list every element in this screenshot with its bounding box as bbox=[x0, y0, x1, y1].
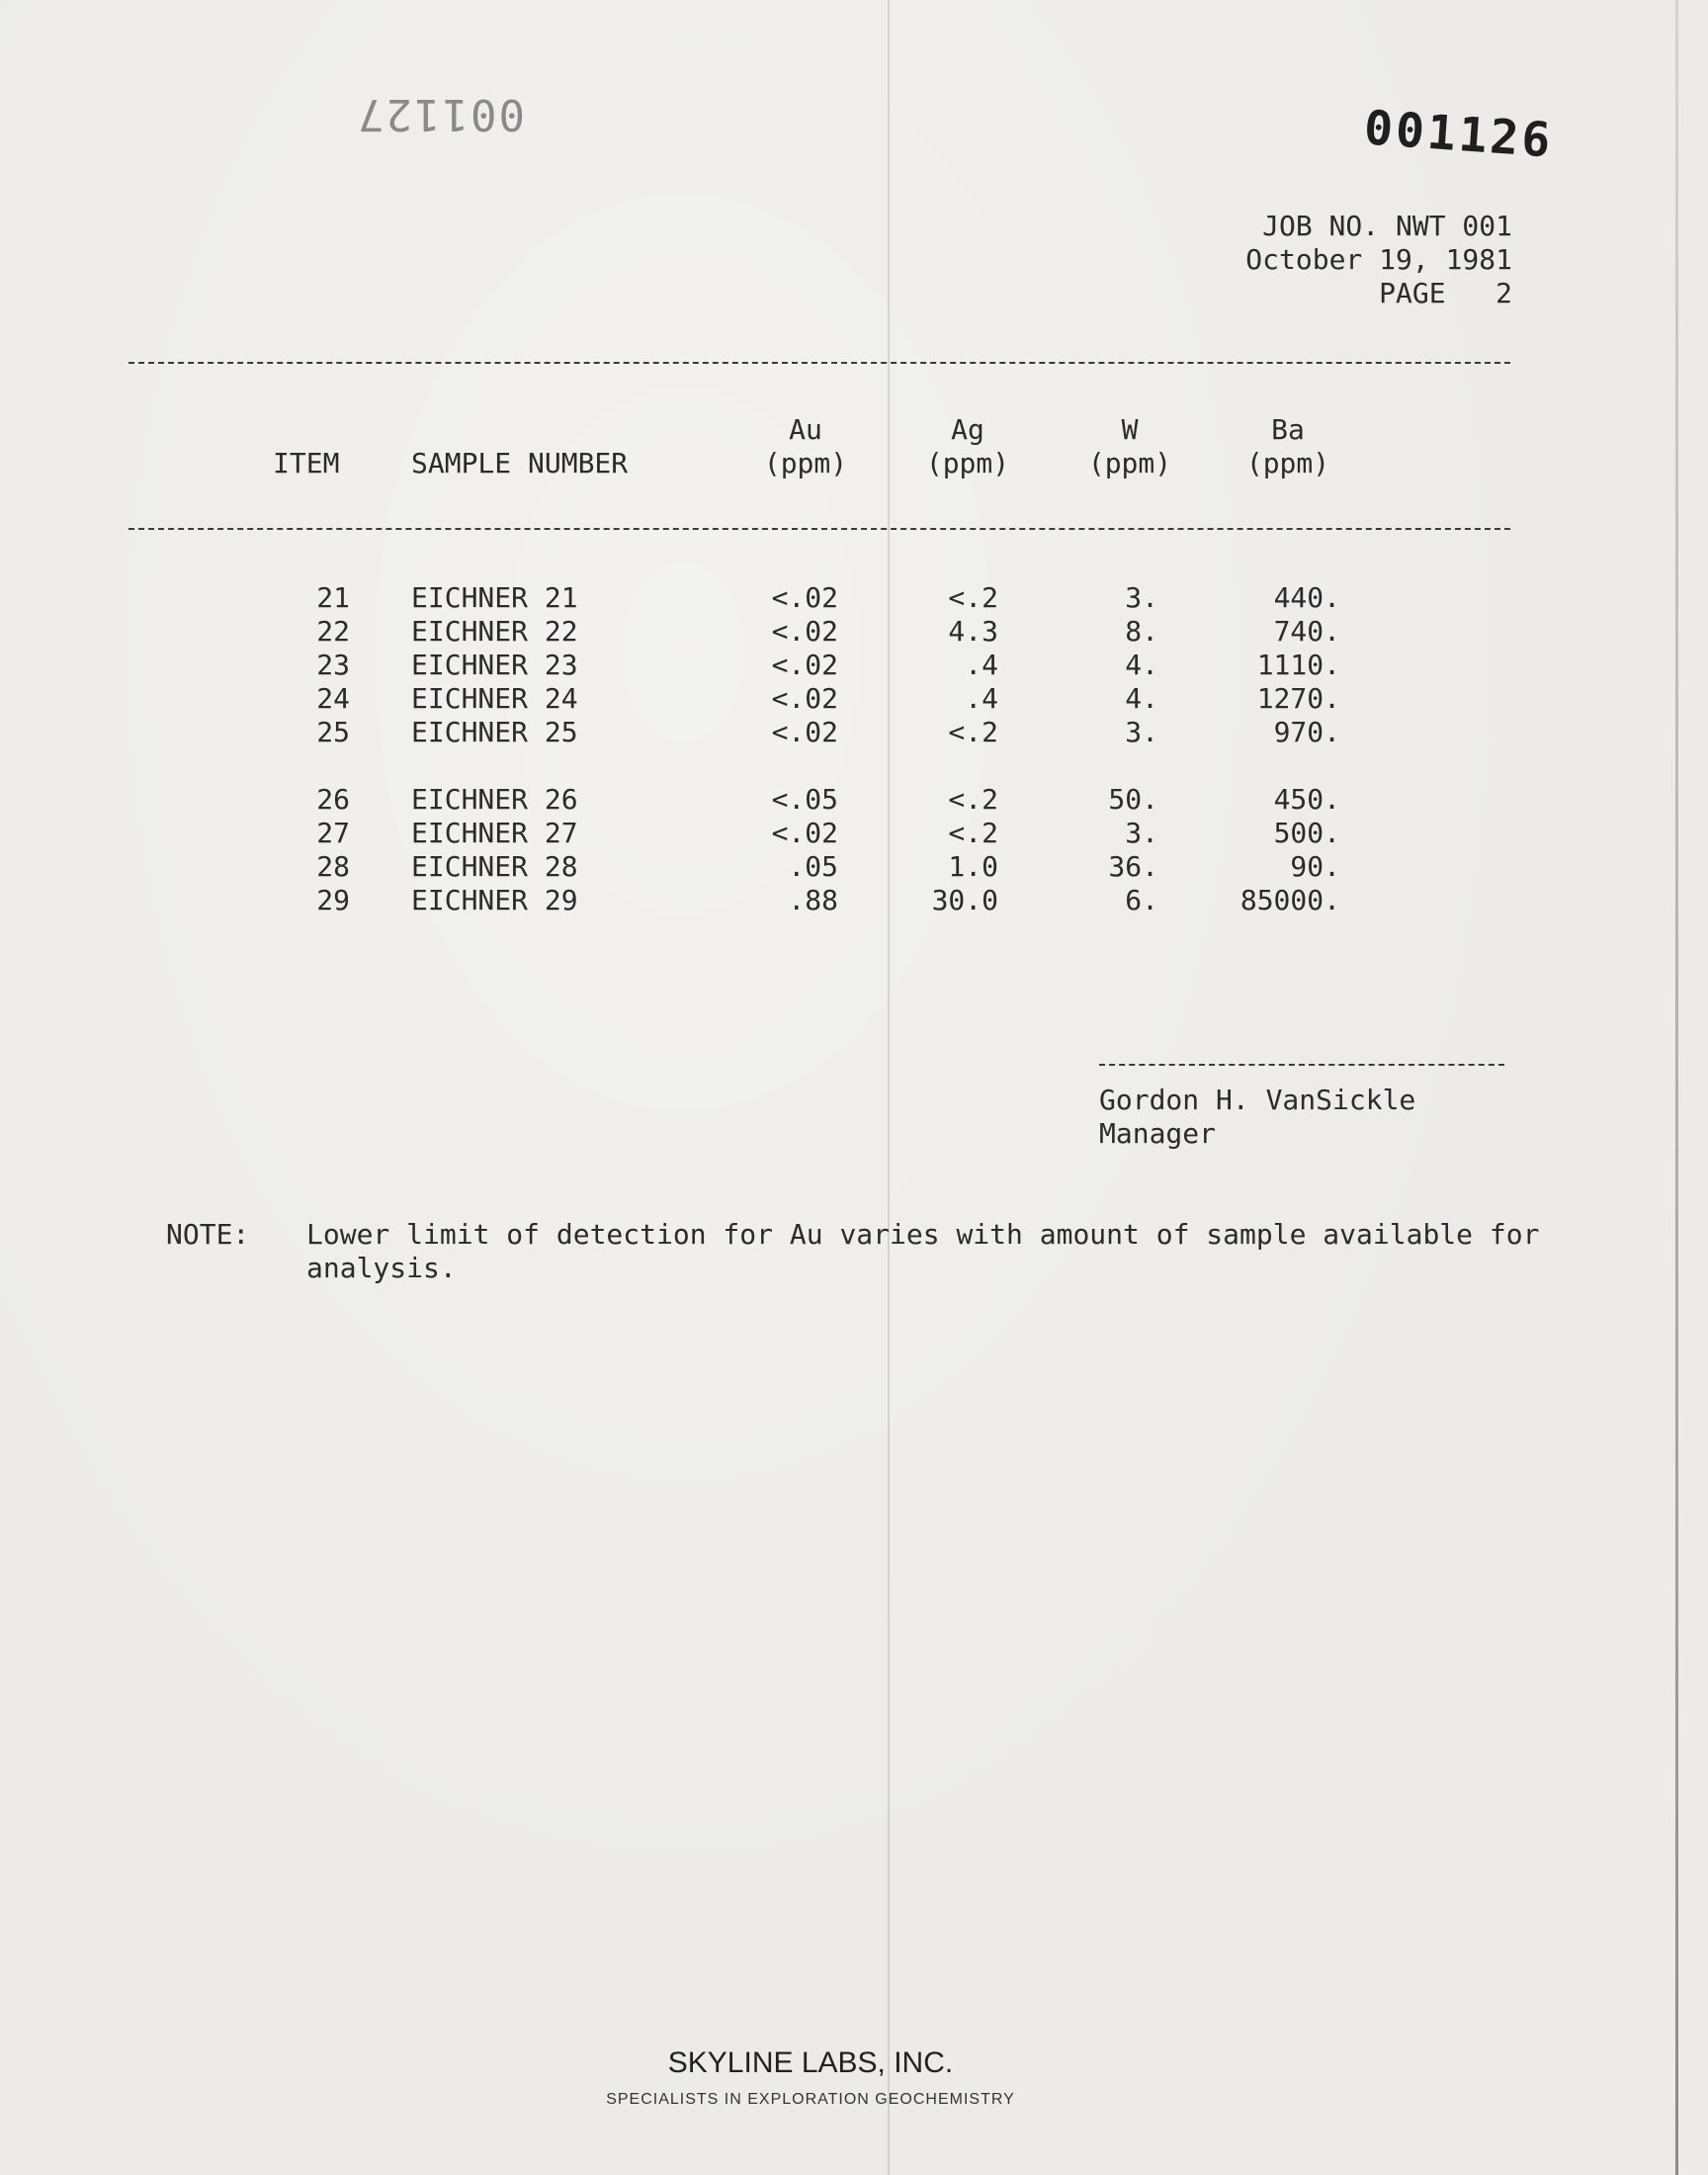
signature-line bbox=[1099, 1064, 1504, 1066]
column-header-ba: Ba bbox=[1271, 413, 1305, 446]
cell-item: 23 bbox=[316, 649, 350, 681]
cell-au: <.02 bbox=[771, 649, 838, 681]
cell-au: .05 bbox=[788, 850, 838, 883]
cell-w: 3. bbox=[1125, 817, 1158, 849]
company-name: SKYLINE LABS, INC. bbox=[667, 2046, 954, 2079]
cell-au: .88 bbox=[788, 884, 838, 916]
cell-sample-number: EICHNER 23 bbox=[411, 649, 578, 681]
cell-item: 28 bbox=[316, 850, 350, 883]
cell-sample-number: EICHNER 25 bbox=[411, 716, 578, 748]
column-header-w: W bbox=[1121, 413, 1139, 446]
cell-ag: <.2 bbox=[948, 716, 998, 748]
cell-ag: 4.3 bbox=[948, 615, 998, 648]
cell-ba: 970. bbox=[1273, 716, 1340, 748]
column-header-au: Au bbox=[789, 413, 822, 446]
cell-item: 27 bbox=[316, 817, 350, 849]
job-number: JOB NO. NWT 001 bbox=[1262, 210, 1512, 242]
cell-w: 6. bbox=[1125, 884, 1158, 916]
report-date: October 19, 1981 bbox=[1245, 243, 1512, 276]
cell-ba: 450. bbox=[1273, 783, 1340, 816]
cell-w: 4. bbox=[1125, 682, 1158, 715]
cell-sample-number: EICHNER 26 bbox=[411, 783, 578, 816]
cell-ag: 1.0 bbox=[948, 850, 998, 883]
note-label: NOTE: bbox=[166, 1218, 250, 1251]
cell-w: 3. bbox=[1125, 716, 1158, 748]
company-tagline: SPECIALISTS IN EXPLORATION GEOCHEMISTRY bbox=[606, 2091, 1015, 2108]
cell-sample-number: EICHNER 27 bbox=[411, 817, 578, 849]
cell-sample-number: EICHNER 24 bbox=[411, 682, 578, 715]
cell-au: <.02 bbox=[771, 716, 838, 748]
cell-item: 24 bbox=[316, 682, 350, 715]
cell-w: 4. bbox=[1125, 649, 1158, 681]
cell-au: <.02 bbox=[771, 581, 838, 614]
cell-w: 3. bbox=[1125, 581, 1158, 614]
column-header-au-unit: (ppm) bbox=[763, 447, 848, 479]
cell-ba: 1270. bbox=[1256, 682, 1340, 715]
column-header-ag: Ag bbox=[951, 413, 984, 446]
cell-sample-number: EICHNER 22 bbox=[411, 615, 578, 648]
page-number: PAGE 2 bbox=[1379, 277, 1512, 309]
cell-w: 8. bbox=[1125, 615, 1158, 648]
mirrored-page-number-stamp: 001127 bbox=[356, 89, 525, 139]
cell-ba: 440. bbox=[1273, 581, 1340, 614]
cell-au: <.05 bbox=[771, 783, 838, 816]
cell-item: 29 bbox=[316, 884, 350, 916]
cell-ba: 1110. bbox=[1256, 649, 1340, 681]
cell-w: 36. bbox=[1108, 850, 1158, 883]
paper-edge-shadow bbox=[1675, 0, 1678, 2175]
signatory-name: Gordon H. VanSickle bbox=[1099, 1084, 1416, 1116]
cell-ba: 740. bbox=[1273, 615, 1340, 648]
cell-ag: <.2 bbox=[948, 783, 998, 816]
cell-ba: 90. bbox=[1290, 850, 1340, 883]
header-divider-top bbox=[128, 362, 1510, 364]
cell-item: 26 bbox=[316, 783, 350, 816]
column-header-w-unit: (ppm) bbox=[1087, 447, 1172, 479]
column-header-ag-unit: (ppm) bbox=[925, 447, 1010, 479]
column-header-ba-unit: (ppm) bbox=[1245, 447, 1330, 479]
cell-ag: .4 bbox=[965, 682, 998, 715]
cell-sample-number: EICHNER 29 bbox=[411, 884, 578, 916]
column-header-item: ITEM bbox=[273, 447, 340, 479]
cell-sample-number: EICHNER 21 bbox=[411, 581, 578, 614]
header-divider-bottom bbox=[128, 528, 1510, 530]
cell-au: <.02 bbox=[771, 615, 838, 648]
cell-ag: 30.0 bbox=[931, 884, 998, 916]
signatory-title: Manager bbox=[1099, 1117, 1217, 1150]
cell-sample-number: EICHNER 28 bbox=[411, 850, 578, 883]
cell-ag: <.2 bbox=[948, 817, 998, 849]
note-text: Lower limit of detection for Au varies with amount of sample available for analysis. bbox=[306, 1218, 1540, 1284]
column-header-sample-number: SAMPLE NUMBER bbox=[411, 447, 629, 479]
page-number-stamp: 001126 bbox=[1362, 100, 1556, 169]
signature-block bbox=[1099, 1084, 1415, 1151]
cell-au: <.02 bbox=[771, 682, 838, 715]
cell-ba: 85000. bbox=[1239, 884, 1340, 916]
report-header bbox=[988, 210, 1512, 310]
cell-item: 22 bbox=[316, 615, 350, 648]
cell-item: 21 bbox=[316, 581, 350, 614]
cell-item: 25 bbox=[316, 716, 350, 748]
cell-ag: .4 bbox=[965, 649, 998, 681]
cell-ba: 500. bbox=[1273, 817, 1340, 849]
paper-fold-line bbox=[888, 0, 890, 2175]
cell-w: 50. bbox=[1108, 783, 1158, 816]
cell-au: <.02 bbox=[771, 817, 838, 849]
cell-ag: <.2 bbox=[948, 581, 998, 614]
